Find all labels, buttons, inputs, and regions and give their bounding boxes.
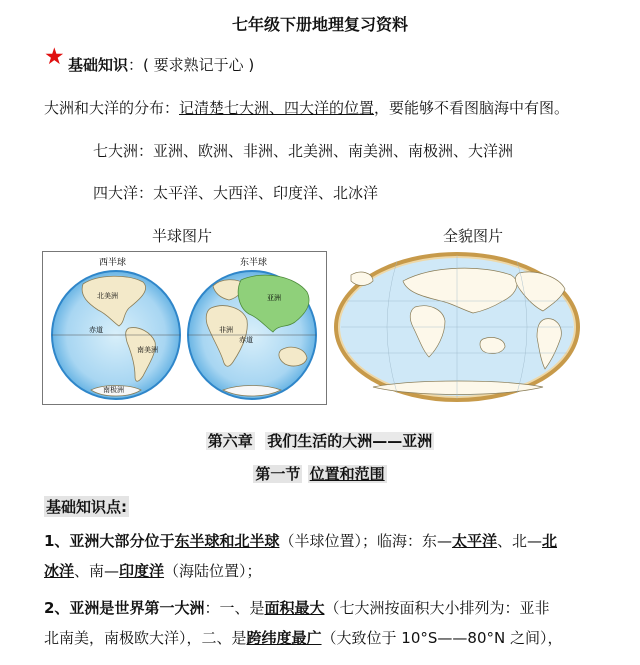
distribution-line	[44, 97, 569, 118]
west-equator-label: 赤道	[89, 326, 103, 334]
world-map-svg	[333, 251, 581, 403]
section-heading	[0, 463, 640, 484]
full-map-caption: 全貌图片	[443, 227, 504, 245]
paragraph-1	[44, 526, 604, 586]
p1-h: 、南—	[74, 562, 120, 580]
antarctica-label: 南极洲	[103, 386, 124, 394]
p1-c: （半球位置）；临海：东—	[279, 532, 452, 550]
asia-label: 亚洲	[267, 294, 281, 302]
p2-d: （七大洲按面积大小排列为：亚非	[324, 599, 550, 617]
p1-i: 印度洋	[119, 562, 165, 580]
p2-a: 2、亚洲是世界第一大洲	[44, 599, 205, 617]
section-number: 第一节	[255, 465, 301, 483]
p1-f: 北	[542, 532, 558, 550]
distribution-suffix: ，要能够不看图脑海中有图。	[374, 99, 570, 117]
page-title: 七年级下册地理复习资料	[231, 15, 408, 34]
p1-j: （海陆位置）；	[164, 562, 262, 580]
distribution-underlined: 记清楚七大洲、四大洋的位置	[179, 99, 375, 117]
chapter-name: 我们生活的大洲——亚洲	[267, 432, 433, 450]
hemisphere-map	[42, 251, 327, 405]
p1-g: 冰洋	[44, 562, 75, 580]
south-america-label: 南美洲	[137, 346, 158, 354]
basic-knowledge-label: 基础知识	[68, 56, 129, 74]
p1-d: 太平洋	[451, 532, 497, 550]
p1-b: 东半球和北半球	[174, 532, 280, 550]
basic-knowledge-heading	[68, 54, 254, 75]
paragraph-2	[44, 593, 604, 653]
east-hemisphere-label: 东半球	[240, 258, 268, 268]
p2-g: （大致位于 10°S——80°N 之间），	[321, 629, 563, 647]
basic-knowledge-note: ：( 要求熟记于心 )	[128, 56, 255, 74]
p1-e: 、北—	[497, 532, 543, 550]
p2-f: 跨纬度最广	[246, 629, 322, 647]
p1-a: 1、亚洲大部分位于	[44, 532, 175, 550]
knowledge-points-heading: 基础知识点:	[46, 498, 127, 516]
chapter-heading	[0, 430, 640, 451]
seven-continents: 七大洲：亚洲、欧洲、非洲、北美洲、南美洲、南极洲、大洋洲	[93, 142, 514, 160]
hemisphere-caption: 半球图片	[152, 227, 213, 245]
four-oceans: 四大洋：太平洋、大西洋、印度洋、北冰洋	[93, 184, 379, 202]
p2-e: 北南美，南极欧大洋），二、是	[44, 629, 247, 647]
section-name: 位置和范围	[309, 465, 385, 483]
world-australia-shape	[480, 337, 505, 353]
west-hemisphere-label: 西半球	[99, 258, 127, 268]
star-icon: ★	[44, 44, 65, 70]
world-map	[333, 251, 581, 403]
chapter-number: 第六章	[207, 432, 253, 450]
africa-label: 非洲	[219, 326, 233, 334]
distribution-prefix: 大洲和大洋的分布：	[44, 99, 180, 117]
hemisphere-map-svg	[43, 252, 326, 404]
east-equator-label: 赤道	[239, 336, 253, 344]
p2-c: 面积最大	[264, 599, 325, 617]
north-america-label: 北美洲	[97, 292, 118, 300]
p2-b: ：一、是	[204, 599, 265, 617]
